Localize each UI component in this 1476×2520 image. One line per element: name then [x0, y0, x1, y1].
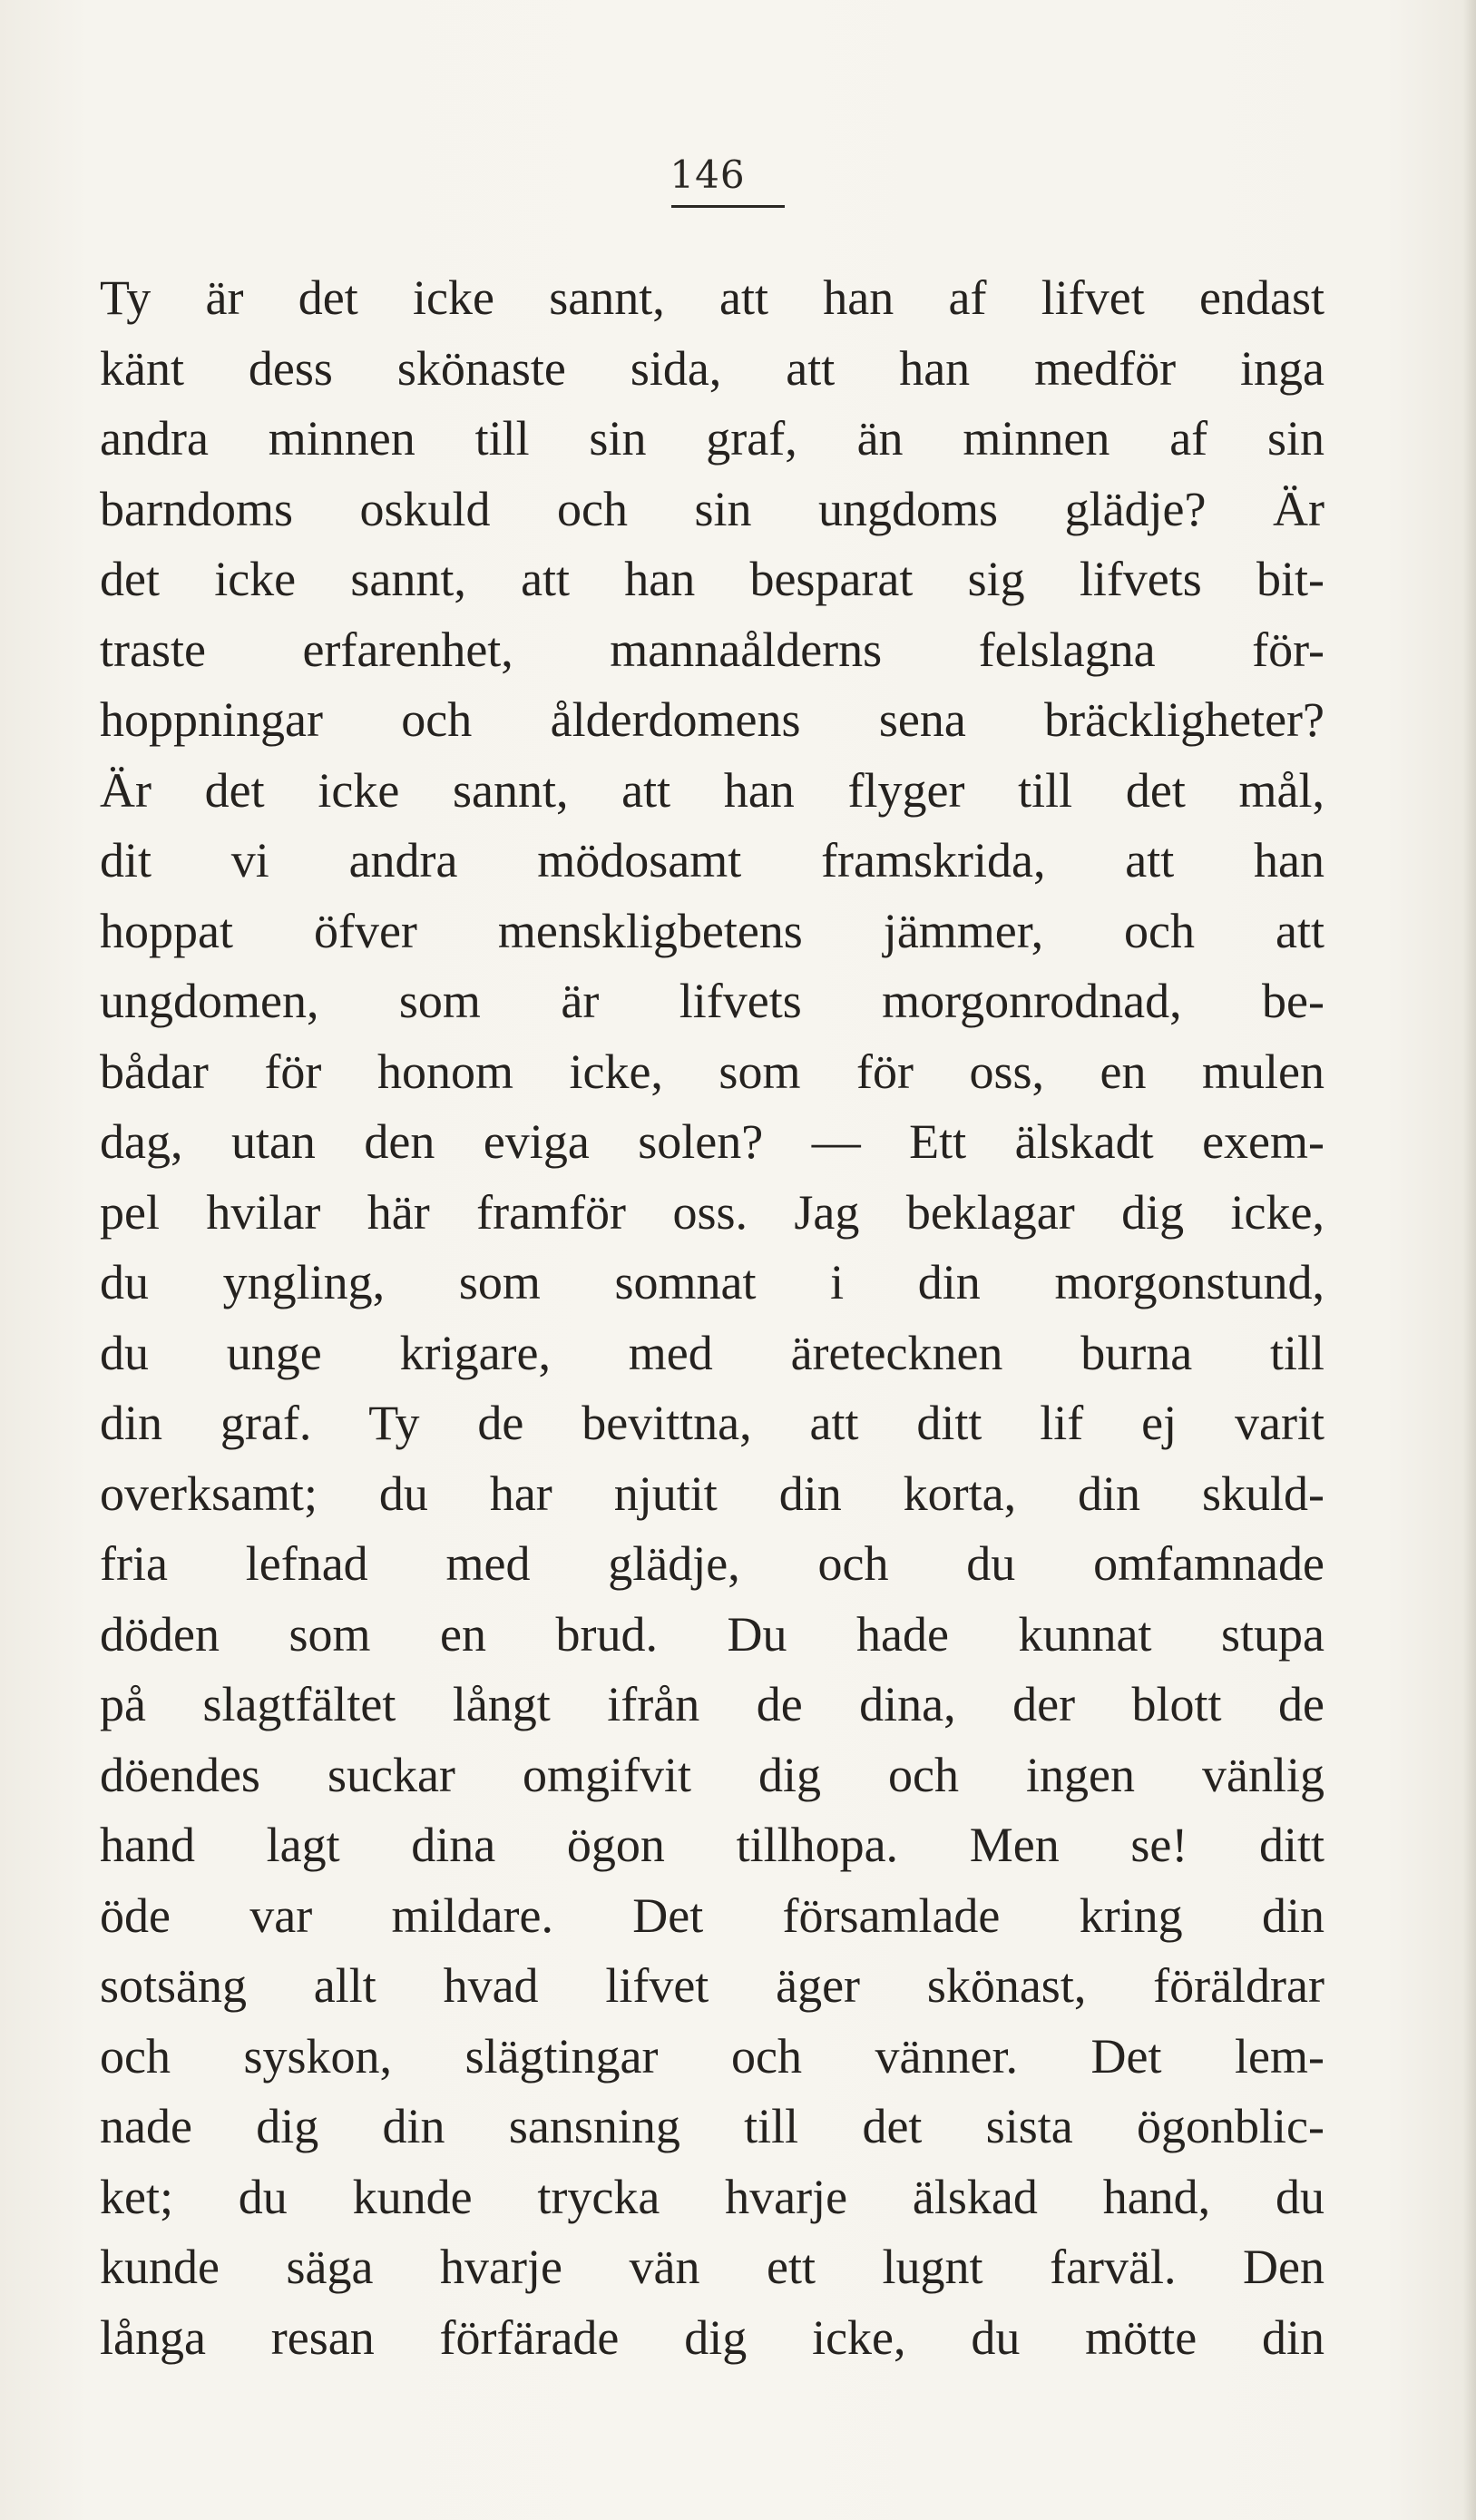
text-line: döendes suckar omgifvit dig och ingen vänlig: [100, 1747, 1324, 1802]
text-line: på slagtfältet långt ifrån de dina, der blott de: [100, 1677, 1324, 1731]
text-line: hand lagt dina ögon tillhopa. Men se! ditt: [100, 1818, 1324, 1872]
page-number: 146: [670, 152, 746, 197]
text-line: döden som en brud. Du hade kunnat stupa: [100, 1606, 1324, 1662]
text-line: kunde säga hvarje vän ett lugnt farväl. Den: [100, 2240, 1324, 2294]
page-edge-shadow: [1463, 0, 1476, 2520]
text-line: du yngling, som somnat i din morgonstund,: [100, 1255, 1324, 1309]
text-line: sotsäng allt hvad lifvet äger skönast, föräldrar: [100, 1958, 1324, 2013]
text-line: Ty är det icke sannt, att han af lifvet endast: [100, 270, 1324, 325]
text-line: det icke sannt, att han besparat sig lifvets bit-: [100, 552, 1324, 606]
page-number-rule: [671, 205, 785, 208]
text-line: dit vi andra mödosamt framskrida, att han: [100, 833, 1324, 887]
text-line: dag, utan den eviga solen? — Ett älskadt exem-: [100, 1114, 1324, 1169]
text-line: din graf. Ty de bevittna, att ditt lif ej varit: [100, 1396, 1324, 1450]
text-line: overksamt; du har njutit din korta, din skuld-: [100, 1466, 1324, 1521]
body-text: [100, 263, 1324, 2373]
text-line: ket; du kunde trycka hvarje älskad hand, du: [100, 2169, 1324, 2224]
text-line: andra minnen till sin graf, än minnen af sin: [100, 411, 1324, 466]
text-line: fria lefnad med glädje, och du omfamnade: [100, 1536, 1324, 1591]
text-line: pel hvilar här framför oss. Jag beklagar dig icke,: [100, 1184, 1324, 1240]
text-line: hoppningar och ålderdomens sena bräckligheter?: [100, 692, 1324, 747]
text-line: känt dess skönaste sida, att han medför inga: [100, 340, 1324, 396]
text-line: och syskon, slägtingar och vänner. Det lem-: [100, 2028, 1324, 2084]
text-line: långa resan förfärade dig icke, du mötte din: [100, 2309, 1324, 2365]
text-line: öde var mildare. Det församlade kring din: [100, 1888, 1324, 1943]
text-line: barndoms oskuld och sin ungdoms glädje? Är: [100, 481, 1324, 536]
text-line: du unge krigare, med äretecknen burna till: [100, 1325, 1324, 1380]
text-line: bådar för honom icke, som för oss, en mulen: [100, 1044, 1324, 1099]
text-line: ungdomen, som är lifvets morgonrodnad, be-: [100, 974, 1324, 1028]
text-line: Är det icke sannt, att han flyger till det mål,: [100, 762, 1324, 818]
text-line: traste erfarenhet, mannaålderns felslagna för-: [100, 622, 1324, 677]
text-line: nade dig din sansning till det sista ögonblic-: [100, 2099, 1324, 2153]
text-line: hoppat öfver menskligbetens jämmer, och att: [100, 903, 1324, 958]
